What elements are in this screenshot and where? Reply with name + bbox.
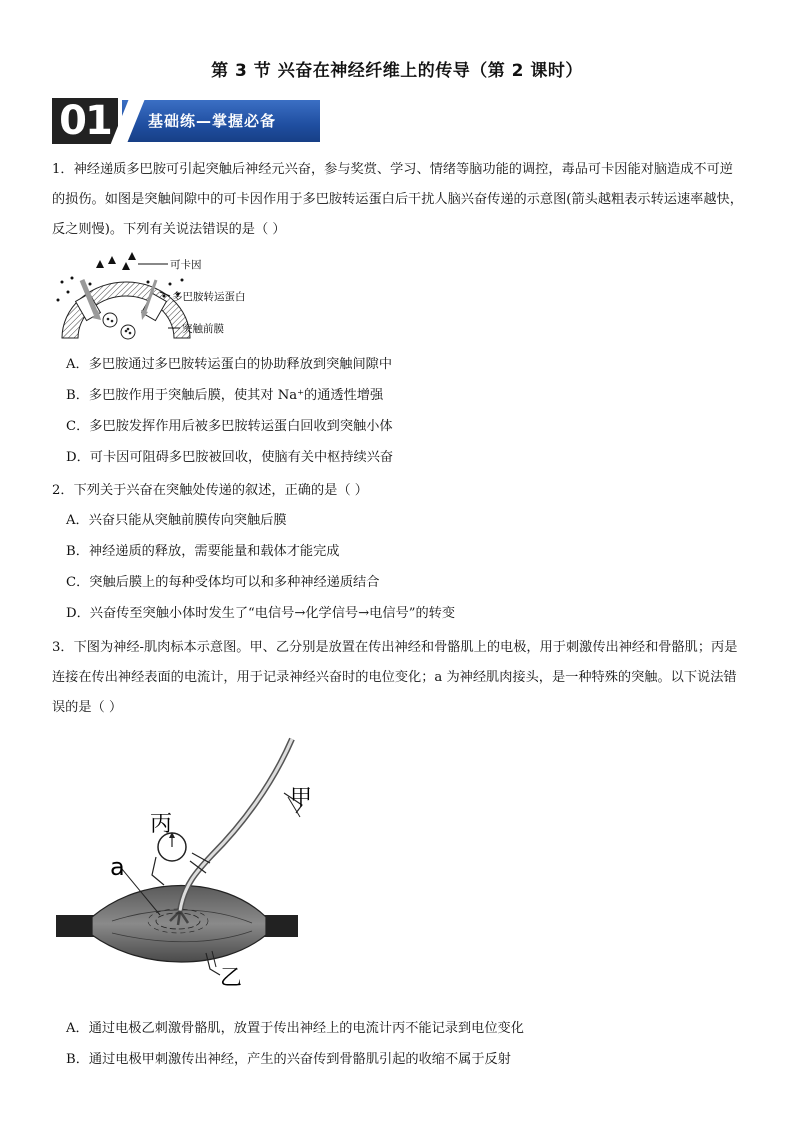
section-banner	[52, 98, 320, 144]
vesicle-1	[103, 313, 117, 327]
synapse-figure	[52, 252, 272, 348]
q2-option-a: A．兴奋只能从突触前膜传向突触后膜	[66, 513, 287, 528]
q2-option-c: C．突触后膜上的每种受体均可以和多种神经递质结合	[66, 575, 380, 590]
label-transporter: 多巴胺转运蛋白	[172, 291, 246, 303]
label-cocaine: 可卡因	[170, 259, 202, 271]
label-yi: 乙	[220, 966, 243, 991]
banner-text: 基础练—掌握必备	[148, 112, 277, 130]
efferent-nerve	[180, 739, 292, 911]
label-jia: 甲	[290, 786, 312, 811]
q3-option-a: A．通过电极乙刺激骨骼肌，放置于传出神经上的电流计丙不能记录到电位变化	[66, 1021, 524, 1036]
question-3-stem: 3．下图为神经-肌肉标本示意图。甲、乙分别是放置在传出神经和骨骼肌上的电极，用于刺激传出神经和骨骼肌；丙是连接在传出神经表面的电流计，用于记录神经兴奋时的电位变化；a 为神经肌肉接头，是一种特殊的突触。以下说法错误的是（ ）	[52, 640, 738, 715]
q1-option-a: A．多巴胺通过多巴胺转运蛋白的协助释放到突触间隙中	[66, 357, 393, 372]
label-bing: 丙	[150, 812, 173, 837]
label-presynaptic-membrane: 突触前膜	[182, 323, 224, 335]
q1-option-c: C．多巴胺发挥作用后被多巴胺转运蛋白回收到突触小体	[66, 419, 393, 434]
vesicle-2	[121, 325, 135, 339]
banner-number: 01	[52, 98, 118, 144]
label-a: a	[110, 853, 125, 881]
page-title: 第 3 节 兴奋在神经纤维上的传导（第 2 课时）	[211, 61, 583, 81]
q2-option-b: B．神经递质的释放，需要能量和载体才能完成	[66, 544, 340, 559]
q3-option-b: B．通过电极甲刺激传出神经，产生的兴奋传到骨骼肌引起的收缩不属于反射	[66, 1052, 511, 1067]
q2-option-d: D．兴奋传至突触小体时发生了“电信号→化学信号→电信号”的转变	[66, 606, 456, 621]
question-1-stem: 1．神经递质多巴胺可引起突触后神经元兴奋，参与奖赏、学习、情绪等脑功能的调控，毒品可卡因能对脑造成不可逆的损伤。如图是突触间隙中的可卡因作用于多巴胺转运蛋白后干扰人脑兴奋传递的示意图(箭头越粗表示转运速率越快，反之则慢)。下列有关说法错误的是（ ）	[52, 162, 743, 237]
question-2-stem: 2．下列关于兴奋在突触处传递的叙述，正确的是（ ）	[52, 483, 368, 498]
nerve-muscle-figure	[52, 735, 312, 995]
q1-option-d: D．可卡因可阻碍多巴胺被回收，使脑有关中枢持续兴奋	[66, 450, 394, 465]
q1-option-b: B．多巴胺作用于突触后膜，使其对 Na⁺的通透性增强	[66, 388, 384, 403]
